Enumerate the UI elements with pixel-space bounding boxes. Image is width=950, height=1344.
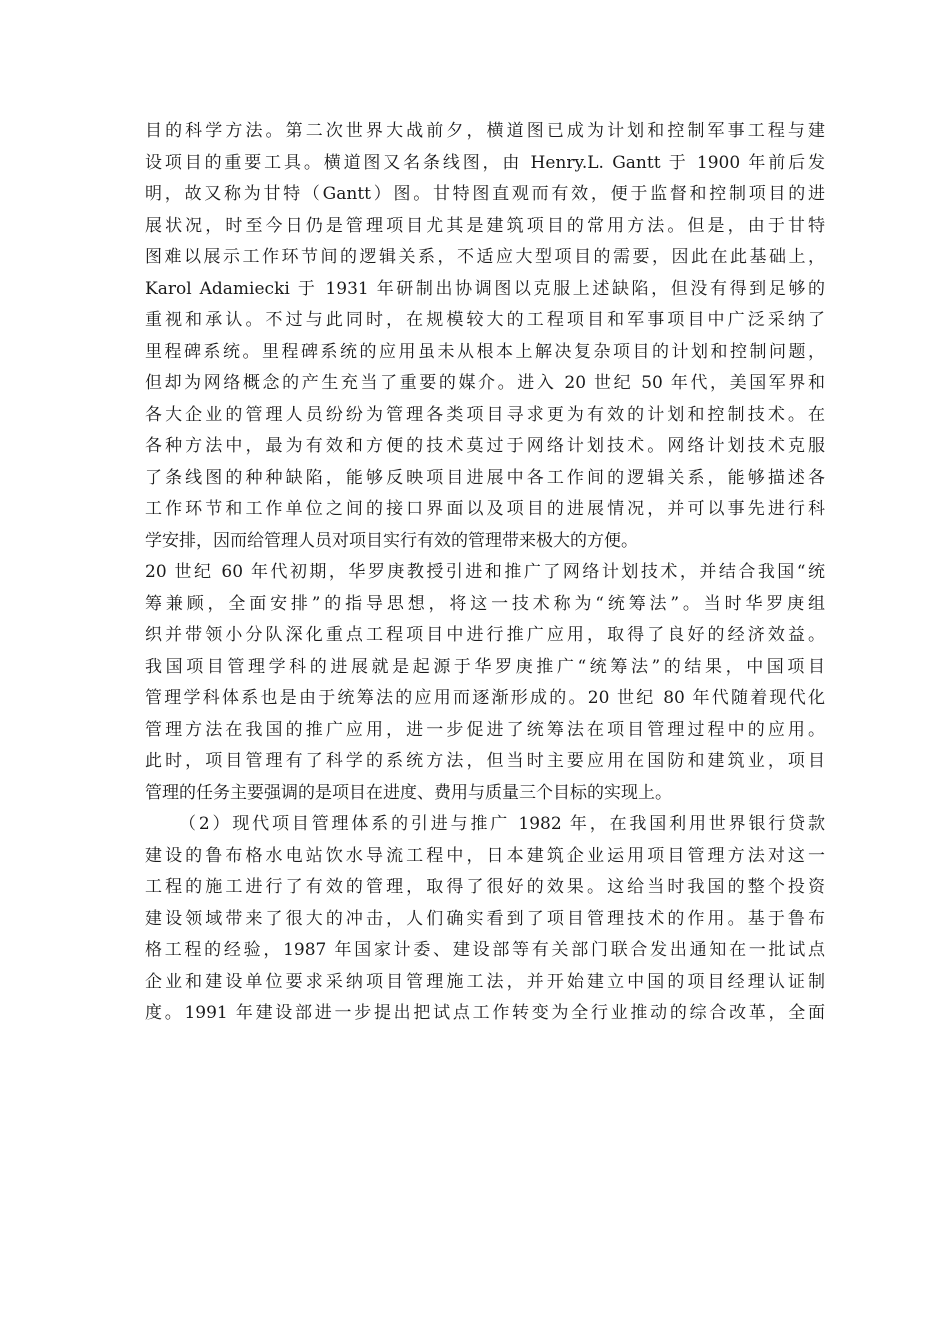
text-line: 各种方法中，最为有效和方便的技术莫过于网络计划技术。网络计划技术克服 xyxy=(145,436,825,456)
text-line: 建设的鲁布格水电站饮水导流工程中，日本建筑企业运用项目管理方法对这一 xyxy=(145,845,825,866)
text-line: （2）现代项目管理体系的引进与推广 1982 年，在我国利用世界银行贷款 xyxy=(179,814,825,834)
text-line: 各大企业的管理人员纷纷为管理各类项目寻求更为有效的计划和控制技术。在 xyxy=(145,404,825,425)
text-line: Karol Adamiecki 于 1931 年研制出协调图以克服上述缺陷，但没有得到足够的 xyxy=(145,278,825,299)
text-line: 管理学科体系也是由于统筹法的应用而逐渐形成的。20 世纪 80 年代随着现代化 xyxy=(145,688,825,708)
text-line: 展状况，时至今日仍是管理项目尤其是建筑项目的常用方法。但是，由于甘特 xyxy=(145,215,825,236)
text-line: 工程的施工进行了有效的管理，取得了很好的效果。这给当时我国的整个投资 xyxy=(145,877,825,897)
text-line: 筹兼顾，全面安排”的指导思想，将这一技术称为“统筹法”。当时华罗庚组 xyxy=(145,593,825,614)
text-line: 但却为网络概念的产生充当了重要的媒介。进入 20 世纪 50 年代，美国军界和 xyxy=(145,373,825,393)
text-line: 学安排，因而给管理人员对项目实行有效的管理带来极大的方便。 xyxy=(145,530,638,551)
text-line: 企业和建设单位要求采纳项目管理施工法，并开始建立中国的项目经理认证制 xyxy=(145,971,825,992)
text-line: 20 世纪 60 年代初期，华罗庚教授引进和推广了网络计划技术，并结合我国“统 xyxy=(145,562,825,582)
text-line: 里程碑系统。里程碑系统的应用虽未从根本上解决复杂项目的计划和控制问题， xyxy=(145,341,825,362)
text-line: 图难以展示工作环节间的逻辑关系，不适应大型项目的需要，因此在此基础上， xyxy=(145,247,825,267)
text-line: 了条线图的种种缺陷，能够反映项目进展中各工作间的逻辑关系，能够描述各 xyxy=(145,467,825,488)
text-line: 此时，项目管理有了科学的系统方法，但当时主要应用在国防和建筑业，项目 xyxy=(145,751,825,771)
text-line: 工作环节和工作单位之间的接口界面以及项目的进展情况，并可以事先进行科 xyxy=(145,499,825,519)
text-line: 管理的任务主要强调的是项目在进度、费用与质量三个目标的实现上。 xyxy=(145,782,672,803)
text-line: 重视和承认。不过与此同时，在规模较大的工程项目和军事项目中广泛采纳了 xyxy=(145,310,825,330)
text-line: 格工程的经验，1987 年国家计委、建设部等有关部门联合发出通知在一批试点 xyxy=(145,940,825,960)
text-line: 目的科学方法。第二次世界大战前夕，横道图已成为计划和控制军事工程与建 xyxy=(145,121,825,141)
text-line: 建设领域带来了很大的冲击，人们确实看到了项目管理技术的作用。基于鲁布 xyxy=(145,908,825,929)
text-line: 明，故又称为甘特（Gantt）图。甘特图直观而有效，便于监督和控制项目的进 xyxy=(145,184,825,204)
text-line: 管理方法在我国的推广应用，进一步促进了统筹法在项目管理过程中的应用。 xyxy=(145,719,825,740)
text-line: 织并带领小分队深化重点工程项目中进行推广应用，取得了良好的经济效益。 xyxy=(145,625,825,645)
text-line: 度。1991 年建设部进一步提出把试点工作转变为全行业推动的综合改革，全面 xyxy=(145,1003,825,1023)
text-line: 我国项目管理学科的进展就是起源于华罗庚推广“统筹法”的结果，中国项目 xyxy=(145,656,825,677)
body-text xyxy=(145,116,825,1030)
text-line: 设项目的重要工具。横道图又名条线图，由 Henry.L. Gantt 于 1900 年前后发 xyxy=(145,152,825,173)
